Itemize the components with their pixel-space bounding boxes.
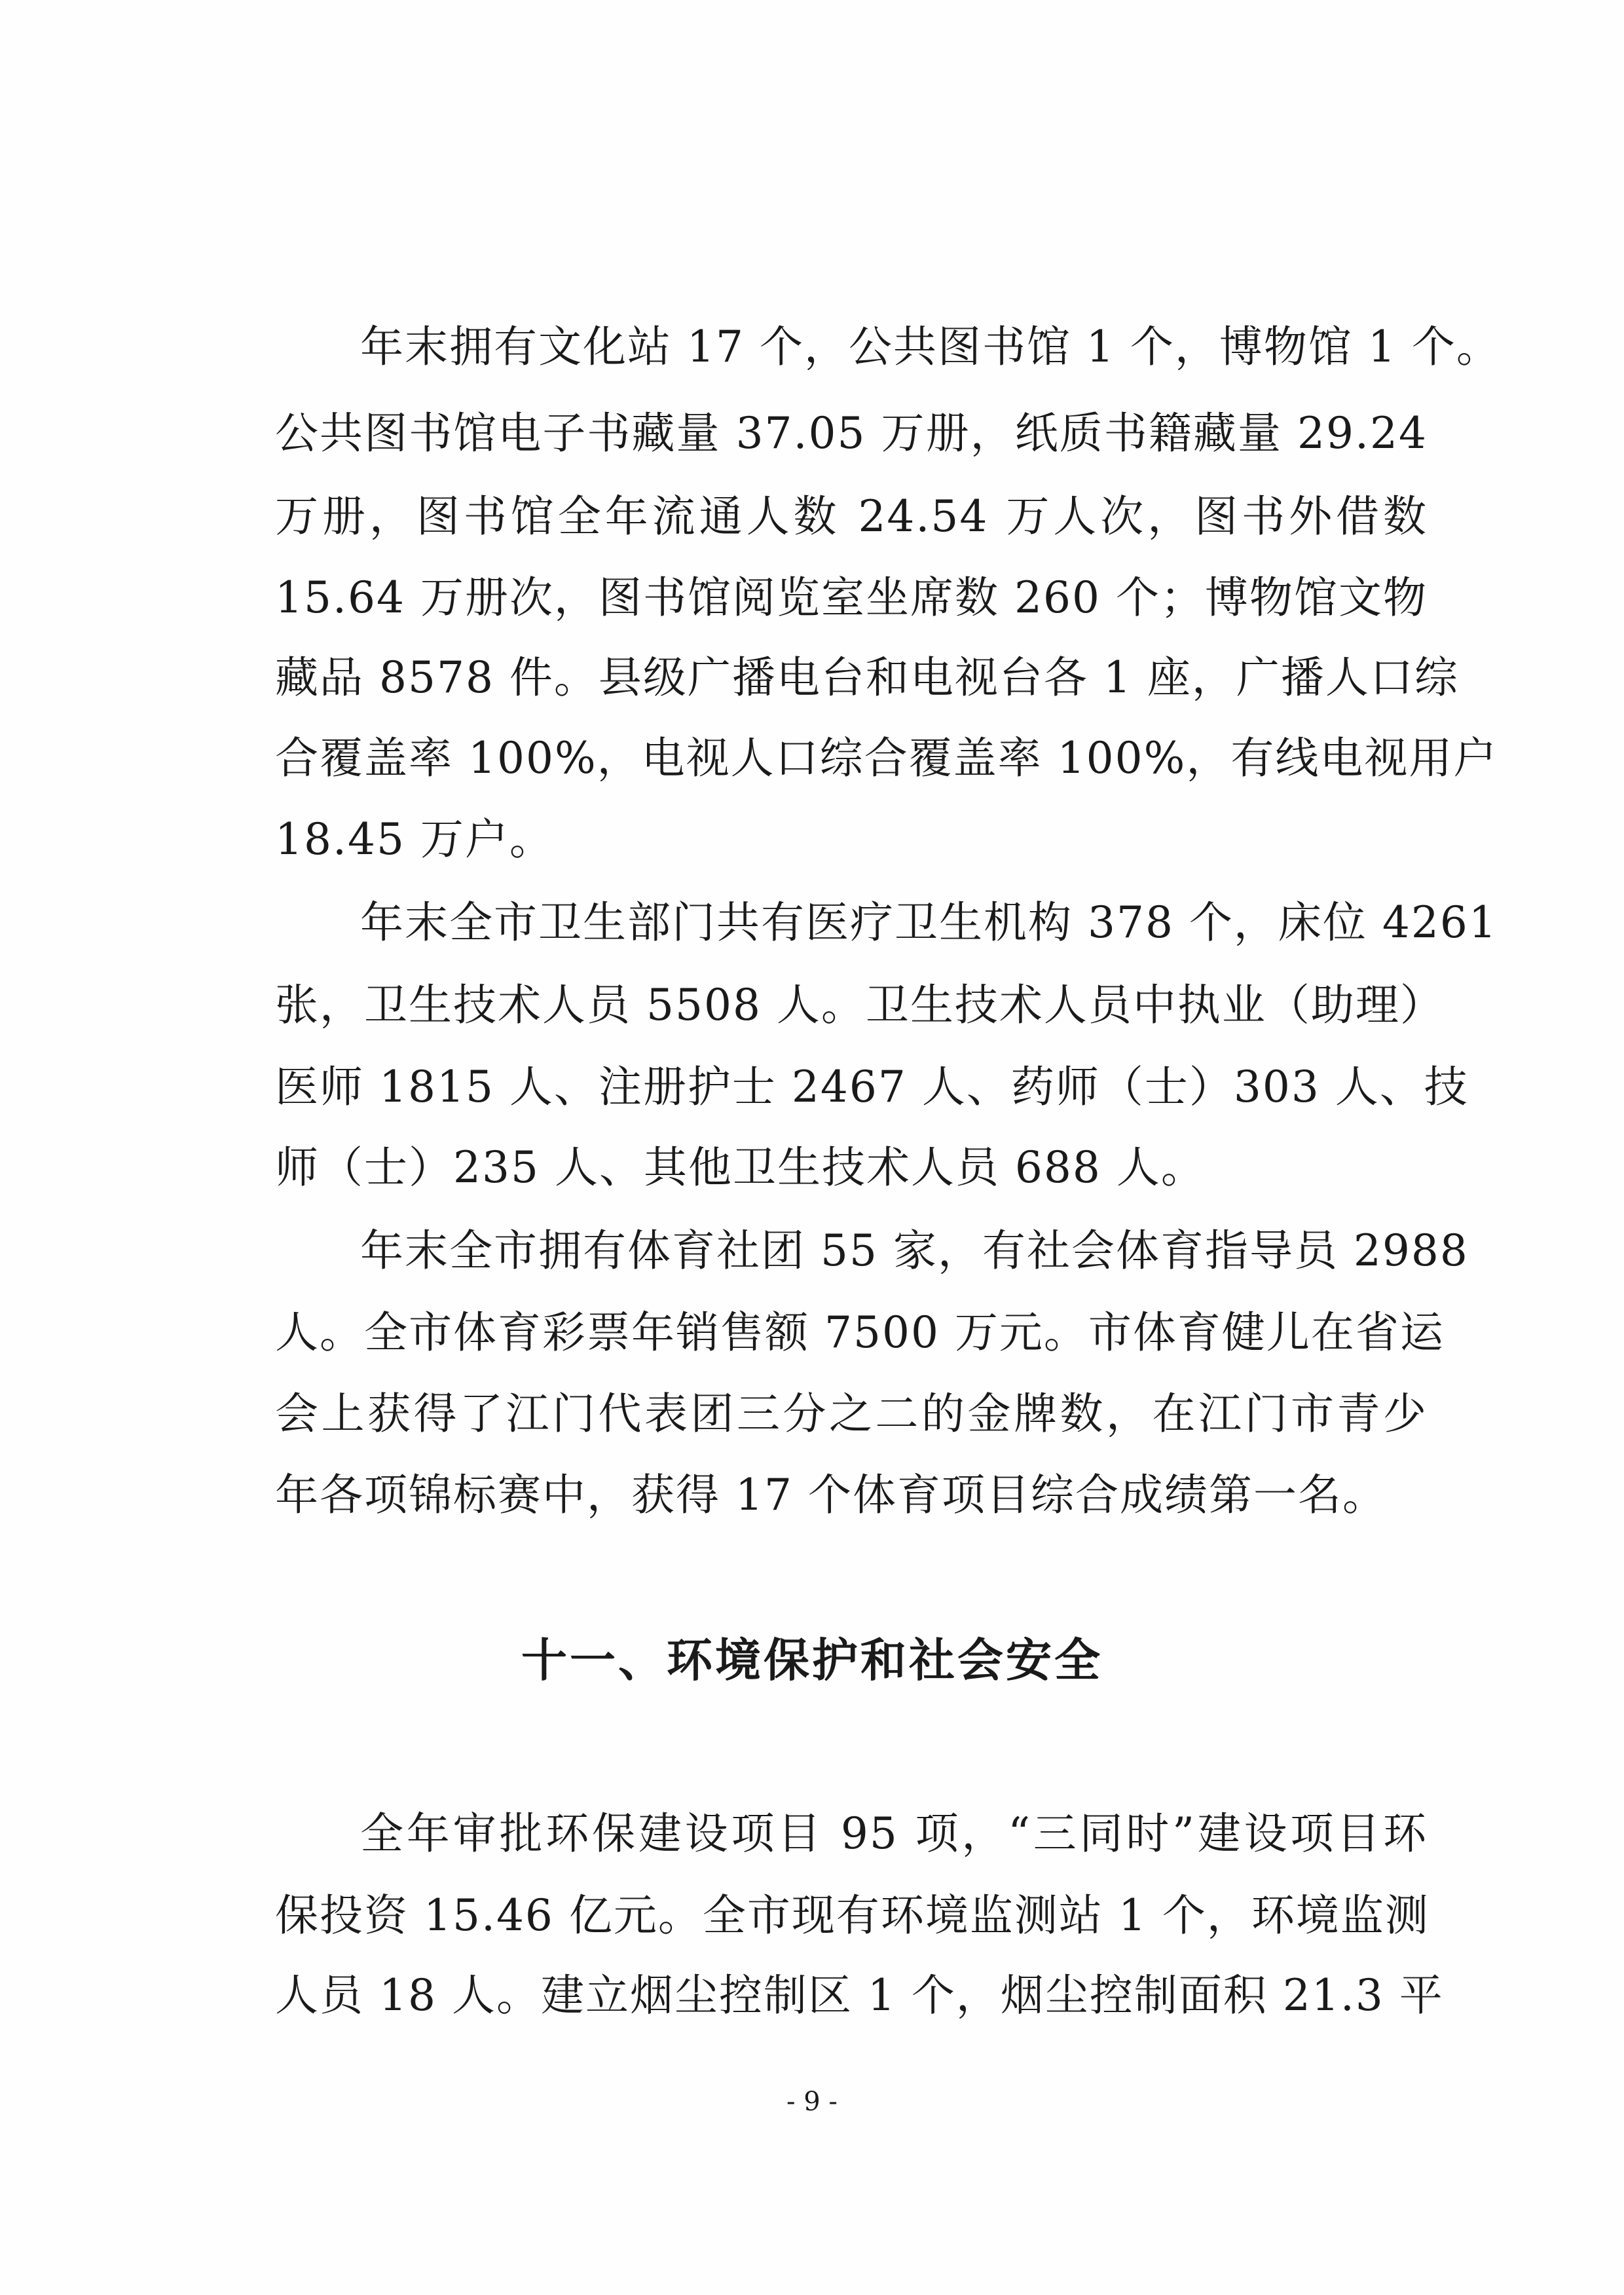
- paragraph-health-line-2: 张，卫生技术人员 5508 人。卫生技术人员中执业（助理）: [275, 980, 1445, 1030]
- paragraph-environment-line-2: 保投资 15.46 亿元。全市现有环境监测站 1 个，环境监测: [275, 1890, 1430, 1941]
- paragraph-sports-line-1: 年末全市拥有体育社团 55 家，有社会体育指导员 2988: [360, 1225, 1469, 1276]
- paragraph-culture-line-5: 藏品 8578 件。县级广播电台和电视台各 1 座，广播人口综: [275, 652, 1459, 703]
- paragraph-sports-line-3: 会上获得了江门代表团三分之二的金牌数，在江门市青少: [275, 1389, 1428, 1439]
- paragraph-culture-line-6: 合覆盖率 100%，电视人口综合覆盖率 100%，有线电视用户: [275, 733, 1498, 783]
- paragraph-health-line-3: 医师 1815 人、注册护士 2467 人、药师（士）303 人、技: [275, 1062, 1469, 1112]
- paragraph-culture-line-3: 万册，图书馆全年流通人数 24.54 万人次，图书外借数: [275, 491, 1428, 542]
- section-heading: 十一、环境保护和社会安全: [521, 1633, 1103, 1687]
- paragraph-culture-line-7: 18.45 万户。: [275, 814, 554, 865]
- paragraph-sports-line-2: 人。全市体育彩票年销售额 7500 万元。市体育健儿在省运: [275, 1307, 1445, 1358]
- paragraph-culture-line-4: 15.64 万册次，图书馆阅览室坐席数 260 个；博物馆文物: [275, 572, 1428, 623]
- paragraph-health-line-1: 年末全市卫生部门共有医疗卫生机构 378 个，床位 4261: [360, 897, 1498, 948]
- paragraph-culture-line-1: 年末拥有文化站 17 个，公共图书馆 1 个，博物馆 1 个。: [360, 322, 1501, 372]
- paragraph-culture-line-2: 公共图书馆电子书藏量 37.05 万册，纸质书籍藏量 29.24: [275, 408, 1428, 458]
- paragraph-environment-line-1: 全年审批环保建设项目 95 项，“三同时”建设项目环: [360, 1808, 1428, 1859]
- paragraph-health-line-4: 师（士）235 人、其他卫生技术人员 688 人。: [275, 1142, 1206, 1193]
- paragraph-sports-line-4: 年各项锦标赛中，获得 17 个体育项目综合成绩第一名。: [275, 1470, 1387, 1520]
- paragraph-environment-line-3: 人员 18 人。建立烟尘控制区 1 个，烟尘控制面积 21.3 平: [275, 1970, 1444, 2021]
- page-number: - 9 -: [786, 2087, 838, 2117]
